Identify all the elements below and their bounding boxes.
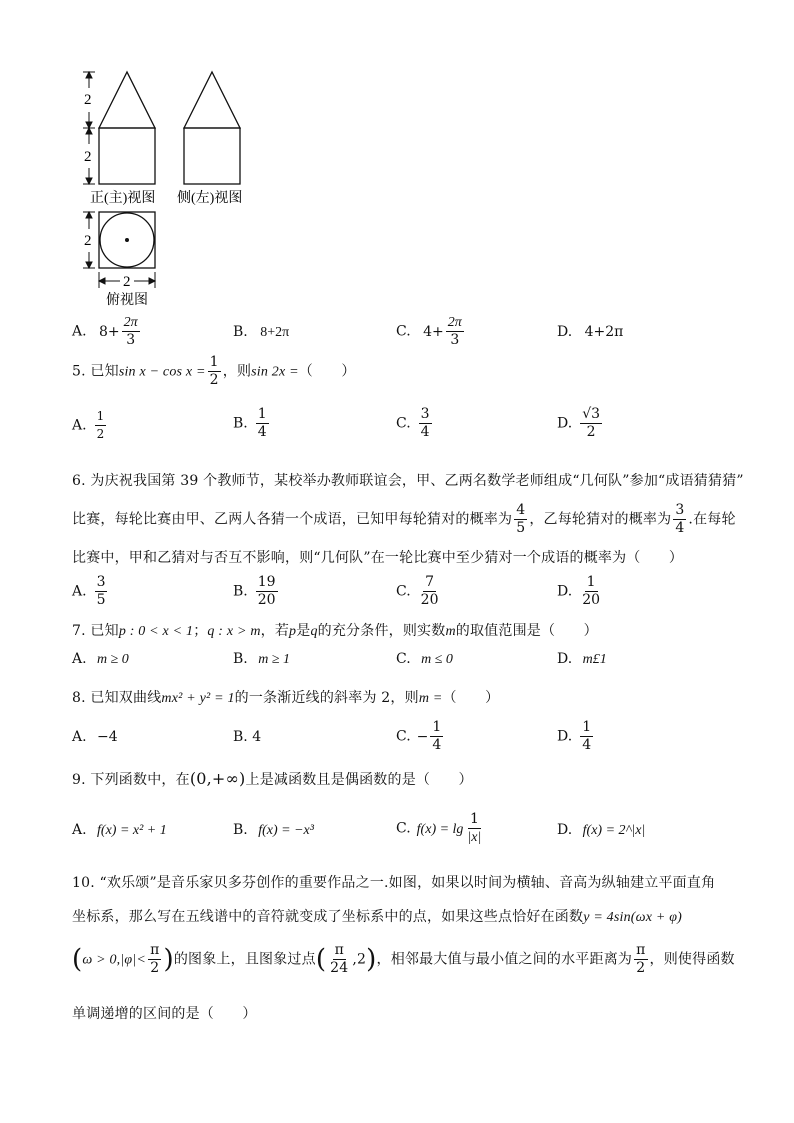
q4-option-c[interactable]	[396, 314, 466, 349]
top-dimension-lines	[83, 212, 155, 288]
q5-option-d[interactable]: D. $\frac{√3}{2}$	[557, 406, 601, 440]
option-text: 4+2π	[584, 324, 624, 340]
q4-option-b[interactable]	[233, 324, 289, 341]
fraction: $\frac{1}{2}$	[209, 354, 219, 388]
question-10-line1: 10. “欢乐颂”是音乐家贝多芬创作的重要作品之一.如图，如果以时间为横轴、音高为纵轴建立平面直角	[72, 875, 716, 891]
option-text: 8+2π	[260, 325, 290, 340]
q6-option-b[interactable]: B. $\frac{19}{20}$	[233, 574, 276, 608]
question-6-line3: 比赛中，甲和乙猜对与否互不影响，则“几何队”在一轮比赛中至少猜对一个成语的概率为（ ）	[72, 550, 684, 566]
q8-option-c[interactable]: C. − $\frac{1}{4}$	[396, 719, 442, 753]
q7-option-d[interactable]: D. m£1	[557, 651, 607, 667]
question-9: 9. 下列函数中，在(0,+∞)上是减函数且是偶函数的是（ ）	[72, 769, 473, 788]
q8-option-a[interactable]: A. −4	[72, 729, 118, 745]
q6-option-a[interactable]: A. $\frac{3}{5}$	[72, 574, 106, 608]
top-view-label: 俯视图	[106, 293, 148, 308]
q6-option-c[interactable]: C. $\frac{7}{20}$	[396, 574, 439, 608]
dim-label-d: 2	[123, 274, 131, 290]
question-6-line1: 6. 为庆祝我国第 39 个教师节，某校举办教师联谊会，甲、乙两名数学老师组成“几何队”参加“成语猜猜猜”	[72, 473, 744, 489]
q7-option-a[interactable]: A. m ≥ 0	[72, 651, 129, 667]
q6-option-d[interactable]: D. $\frac{1}{20}$	[557, 574, 601, 608]
question-5: 5. 已知sin x − cos x = $\frac{1}{2}$ ，则sin 2x =（ ）	[72, 354, 356, 388]
question-10-line2: 坐标系，那么写在五线谱中的音符就变成了坐标系中的点，如果这些点恰好在函数y = 4sin(ωx + φ)	[72, 909, 683, 925]
option-letter: A.	[72, 323, 87, 340]
option-letter: B.	[233, 324, 248, 340]
front-view	[99, 72, 155, 184]
fraction: $\frac{2\pi}{3}$	[447, 315, 462, 348]
question-8: 8. 已知双曲线mx² + y² = 1的一条渐近线的斜率为 2，则m =（ ）	[72, 690, 500, 706]
front-dimension-lines	[83, 72, 95, 184]
q5-option-c[interactable]: C. $\frac{3}{4}$	[396, 406, 430, 440]
front-view-label: 正(主)视图	[90, 191, 156, 206]
q5-option-b[interactable]: B. $\frac{1}{4}$	[233, 406, 267, 440]
q5-option-a[interactable]: A. $\frac{1}{2}$	[72, 409, 105, 441]
question-6-line2: 比赛，每轮比赛由甲、乙两人各猜一个成语，已知甲每轮猜对的概率为 $\frac{4}{5}$ ，乙每轮猜对的概率为 $\frac{3}{4}$ .在每轮	[72, 502, 736, 536]
q9-option-c[interactable]: C. f(x) = lg $\frac{1}{|x|}$	[396, 811, 482, 845]
option-letter: D.	[557, 324, 573, 340]
option-letter: C.	[396, 323, 411, 340]
dim-label-a: 2	[84, 92, 92, 108]
dim-label-c: 2	[84, 233, 92, 249]
side-view	[184, 72, 240, 184]
q9-option-a[interactable]: A. f(x) = x² + 1	[72, 822, 167, 838]
dim-label-b: 2	[84, 149, 92, 165]
q4-option-d[interactable]	[557, 324, 623, 340]
question-10-line3: (ω > 0,|φ|< $\frac{\pi}{2}$ )的图象上，且图象过点( $\frac{\pi}{24}$ ,2)，相邻最大值与最小值之间的水平距离为 $\frac{\pi}{2}$ ，则使得函数	[72, 942, 735, 976]
question-7: 7. 已知p : 0 < x < 1；q : x > m，若p是q的充分条件，则实数m的取值范围是（ ）	[72, 623, 598, 639]
fraction: $\frac{2\pi}{3}$	[123, 315, 138, 348]
question-10-line4: 单调递增的区间的是（ ）	[72, 1006, 257, 1022]
q8-option-b[interactable]: B. 4	[233, 729, 262, 745]
side-view-label: 侧(左)视图	[177, 191, 243, 206]
q7-option-c[interactable]: C. m ≤ 0	[396, 651, 453, 667]
q4-option-a[interactable]	[72, 314, 142, 349]
center-dot	[125, 238, 129, 242]
q8-option-d[interactable]: D. $\frac{1}{4}$	[557, 719, 592, 753]
three-view-figure	[70, 66, 270, 310]
option-prefix: 4+	[423, 323, 444, 340]
option-prefix: 8+	[99, 323, 120, 340]
q7-option-b[interactable]: B. m ≥ 1	[233, 651, 290, 667]
q9-option-b[interactable]: B. f(x) = −x³	[233, 822, 314, 838]
q9-option-d[interactable]: D. f(x) = 2^|x|	[557, 822, 646, 838]
